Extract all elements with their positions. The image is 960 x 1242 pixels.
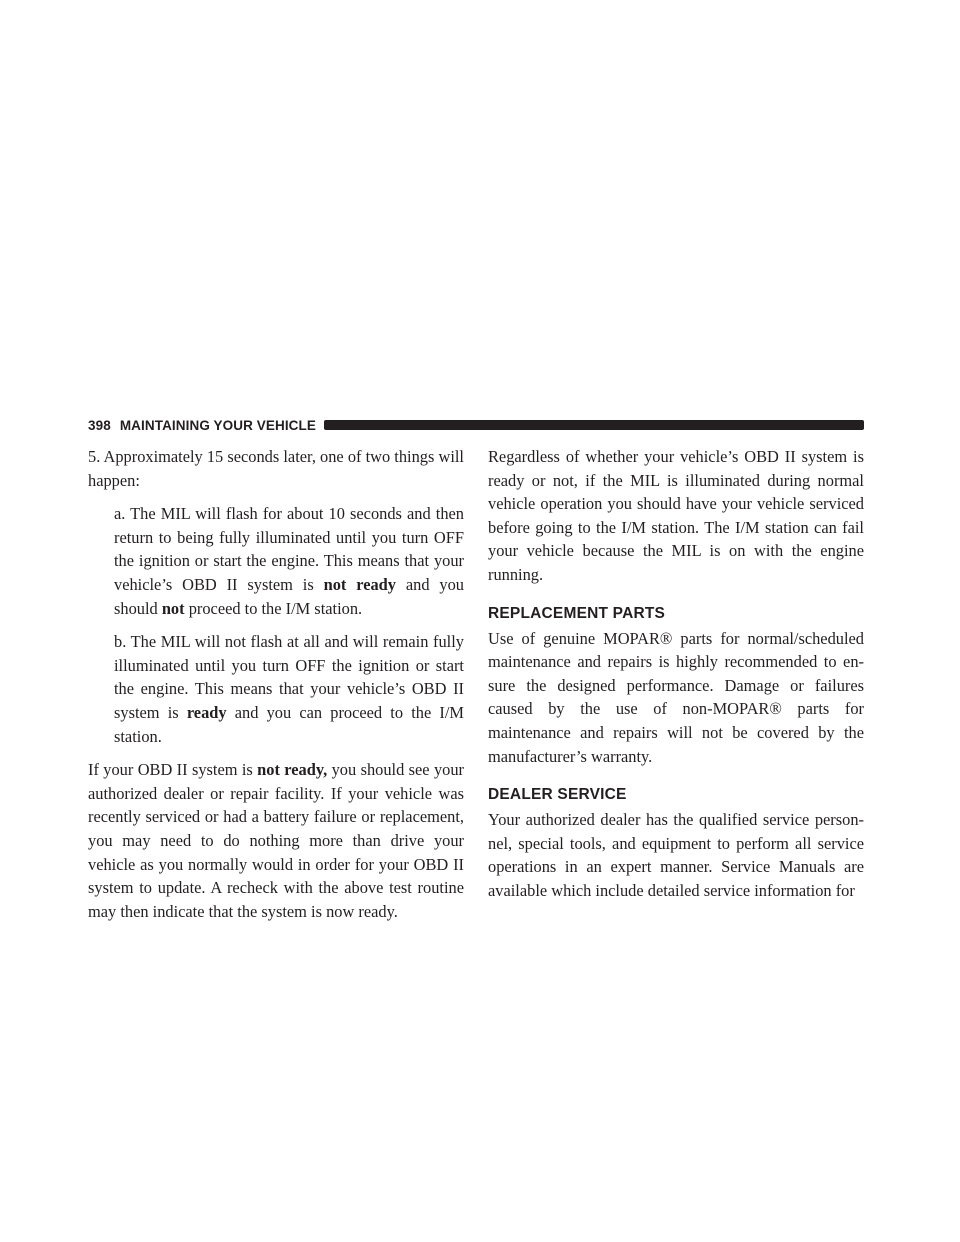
item-b-bold-ready: ready	[186, 702, 227, 722]
replacement-parts-heading: REPLACEMENT PARTS	[488, 604, 666, 622]
item-a-bold-not: not	[161, 598, 185, 618]
intro-paragraph: Regardless of whether your vehicle’s OBD II system is ready or not, if the MIL is illuminated during normal vehicle operation you should have your vehicle serviced before going to the I/M station. The I/M station can fail your vehicle because the MIL is on with the engine running.	[488, 447, 864, 584]
closing-text-end: you should see your authorized dealer or repair facility. If your vehicle was recently serviced or had a battery failure or replacement, you may need to do nothing more than drive your vehicle as you normally would in order for your OBD II system to update. A recheck with the above test routine may then indicate that the system is now ready.	[88, 760, 464, 921]
dealer-service-heading: DEALER SERVICE	[488, 786, 627, 804]
item-a-paragraph	[88, 502, 464, 620]
header-rule	[324, 420, 864, 430]
item-b-text-start: b. The MIL will not flash at all and will remain fully illuminated until you turn OFF the ignition or start the engine. This means that your vehicle’s OBD II system is	[114, 632, 464, 722]
dealer-service-body: Your authorized dealer has the qualified service person- nel, special tools, and equipment to perform all service operations in an expert manner. Service Manuals are available which include detailed service information for	[488, 810, 864, 900]
item-a-text-end: proceed to the I/M station.	[184, 598, 363, 618]
item-b-paragraph	[88, 630, 464, 748]
step-5-paragraph: 5. Approximately 15 seconds later, one of two things will happen:	[88, 447, 464, 490]
item-a-text-start: a. The MIL will flash for about 10 seconds and then return to being fully illuminated until you turn OFF the ignition or start the engine. This means that your vehicle’s OBD II system is	[114, 504, 464, 594]
item-b-text-end: and you can proceed to the I/M station.	[114, 702, 464, 746]
closing-bold-not-ready: not ready,	[257, 760, 328, 780]
page-header	[88, 416, 864, 434]
left-column	[88, 445, 464, 923]
item-a-text-mid: and you should	[114, 574, 464, 618]
section-title: MAINTAINING YOUR VEHICLE	[119, 417, 316, 433]
item-a-bold-not-ready: not ready	[323, 574, 396, 594]
right-column	[488, 445, 864, 903]
closing-text-start: If your OBD II system is	[88, 760, 258, 780]
closing-paragraph	[88, 758, 464, 923]
page-number: 398	[88, 417, 111, 433]
replacement-parts-body: Use of genuine MOPAR® parts for normal/scheduled maintenance and repairs is highly recommended to en- sure the designed performance. Damage or failures caused by the use of non-MOPAR® parts for maintenance and repairs will not be covered by the manufacturer’s warranty.	[488, 628, 864, 766]
